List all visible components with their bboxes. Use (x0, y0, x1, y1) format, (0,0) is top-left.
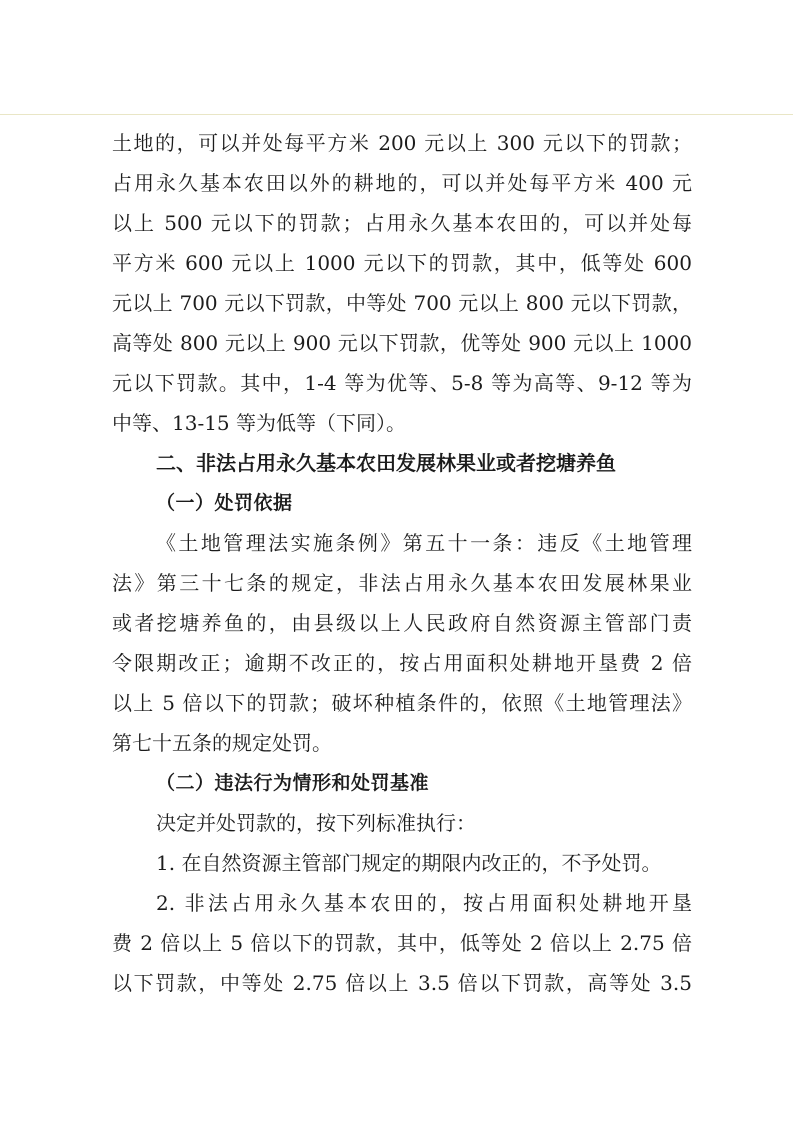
paragraph-line: 高等处 800 元以上 900 元以下罚款，优等处 900 元以上 1000 (112, 331, 692, 355)
list-item: 2. 非法占用永久基本农田的，按占用面积处耕地开垦 (156, 891, 692, 915)
paragraph-line: 令限期改正；逾期不改正的，按占用面积处耕地开垦费 2 倍 (112, 651, 692, 675)
header-rule (0, 114, 793, 115)
paragraph-line: 平方米 600 元以上 1000 元以下的罚款，其中，低等处 600 (112, 251, 692, 275)
section-heading: 二、非法占用永久基本农田发展林果业或者挖塘养鱼 (156, 451, 616, 475)
paragraph-line: 第七十五条的规定处罚。 (112, 731, 332, 755)
subsection-heading: （一）处罚依据 (156, 492, 293, 514)
paragraph-line: 以上 5 倍以下的罚款；破坏种植条件的，依照《土地管理法》 (112, 691, 692, 715)
paragraph-line: 决定并处罚款的，按下列标准执行： (156, 811, 476, 835)
list-item: 1. 在自然资源主管部门规定的期限内改正的，不予处罚。 (156, 851, 662, 875)
subsection-heading: （二）违法行为情形和处罚基准 (156, 772, 430, 794)
document-body (112, 123, 692, 1003)
paragraph-line: 法》第三十七条的规定，非法占用永久基本农田发展林果业 (112, 571, 692, 595)
paragraph-line: 占用永久基本农田以外的耕地的，可以并处每平方米 400 元 (112, 171, 692, 195)
paragraph-line: 以上 500 元以下的罚款；占用永久基本农田的，可以并处每 (112, 211, 692, 235)
paragraph-line: 元以下罚款。其中，1-4 等为优等、5-8 等为高等、9-12 等为 (112, 371, 692, 395)
paragraph-line: 《土地管理法实施条例》第五十一条：违反《土地管理 (156, 531, 692, 555)
paragraph-line: 以下罚款，中等处 2.75 倍以上 3.5 倍以下罚款，高等处 3.5 (112, 971, 692, 995)
paragraph-line: 费 2 倍以上 5 倍以下的罚款，其中，低等处 2 倍以上 2.75 倍 (112, 931, 692, 955)
paragraph-line: 或者挖塘养鱼的，由县级以上人民政府自然资源主管部门责 (112, 611, 692, 635)
paragraph-line: 中等、13-15 等为低等（下同）。 (112, 411, 407, 435)
paragraph-line: 元以上 700 元以下罚款，中等处 700 元以上 800 元以下罚款， (112, 291, 692, 315)
paragraph-line: 土地的，可以并处每平方米 200 元以上 300 元以下的罚款； (112, 131, 692, 155)
